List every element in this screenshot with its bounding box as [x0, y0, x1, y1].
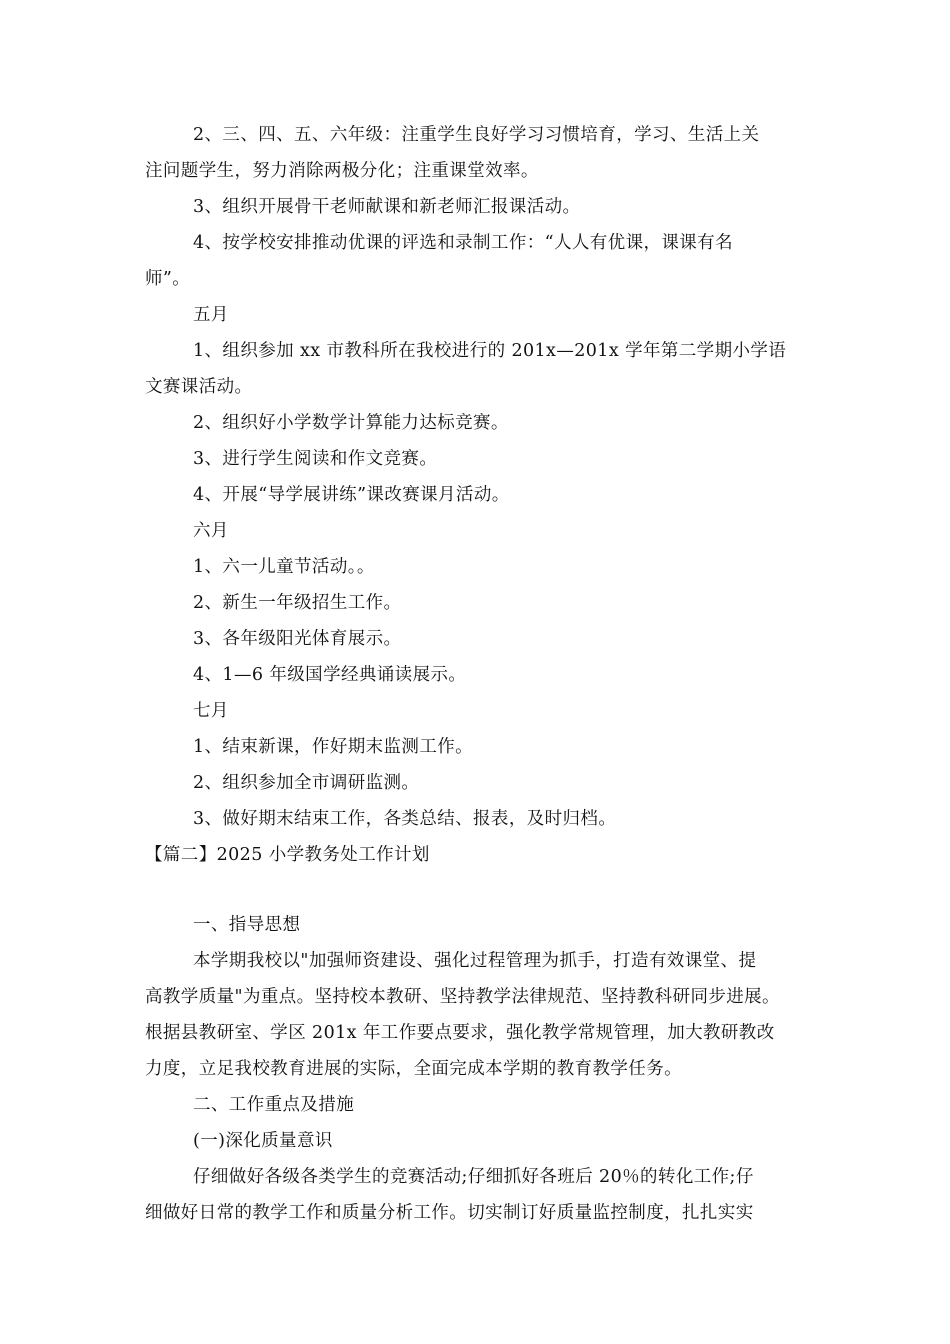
text-line: 2、新生一年级招生工作。	[193, 593, 402, 613]
text-line: 2、三、四、五、六年级：注重学生良好学习习惯培育，学习、生活上关	[193, 125, 760, 145]
text-line: 根据县教研室、学区 201x 年工作要点要求，强化教学常规管理，加大教研教改	[145, 1023, 775, 1043]
month-heading: 五月	[193, 305, 229, 325]
month-heading: 七月	[193, 701, 229, 721]
text-line: 本学期我校以"加强师资建设、强化过程管理为抓手，打造有效课堂、提	[193, 951, 757, 971]
text-line: 文赛课活动。	[145, 377, 253, 397]
text-line: 4、开展“导学展讲练”课改赛课月活动。	[193, 485, 510, 505]
text-line: 高教学质量"为重点。坚持校本教研、坚持教学法律规范、坚持教科研同步进展。	[145, 987, 780, 1007]
text-line: 3、进行学生阅读和作文竞赛。	[193, 449, 438, 469]
text-line: 4、1—6 年级国学经典诵读展示。	[193, 665, 467, 685]
text-line: 注问题学生，努力消除两极分化；注重课堂效率。	[145, 161, 539, 181]
text-line: 4、按学校安排推动优课的评选和录制工作：“人人有优课，课课有名	[193, 233, 733, 253]
text-line: 仔细做好各级各类学生的竞赛活动;仔细抓好各班后 20％的转化工作;仔	[193, 1167, 754, 1187]
subsection-heading: (一)深化质量意识	[193, 1131, 333, 1151]
text-line: 1、六一儿童节活动。。	[193, 557, 375, 577]
text-line: 力度，立足我校教育进展的实际，全面完成本学期的教育教学任务。	[145, 1059, 682, 1079]
text-line: 2、组织好小学数学计算能力达标竞赛。	[193, 413, 509, 433]
text-line: 1、结束新课，作好期末监测工作。	[193, 737, 474, 757]
month-heading: 六月	[193, 521, 229, 541]
section-heading: 二、工作重点及措施	[193, 1095, 355, 1115]
text-line: 师”。	[145, 269, 191, 289]
text-line: 2、组织参加全市调研监测。	[193, 773, 420, 793]
text-line: 3、组织开展骨干老师献课和新老师汇报课活动。	[193, 197, 581, 217]
section-title: 【篇二】2025 小学教务处工作计划	[145, 845, 430, 865]
text-line: 3、各年级阳光体育展示。	[193, 629, 402, 649]
text-line: 3、做好期末结束工作，各类总结、报表，及时归档。	[193, 809, 617, 829]
section-heading: 一、指导思想	[193, 915, 301, 935]
text-line: 细做好日常的教学工作和质量分析工作。切实制订好质量监控制度，扎扎实实	[145, 1203, 754, 1223]
text-line: 1、组织参加 xx 市教科所在我校进行的 201x—201x 学年第二学期小学语	[193, 341, 787, 361]
